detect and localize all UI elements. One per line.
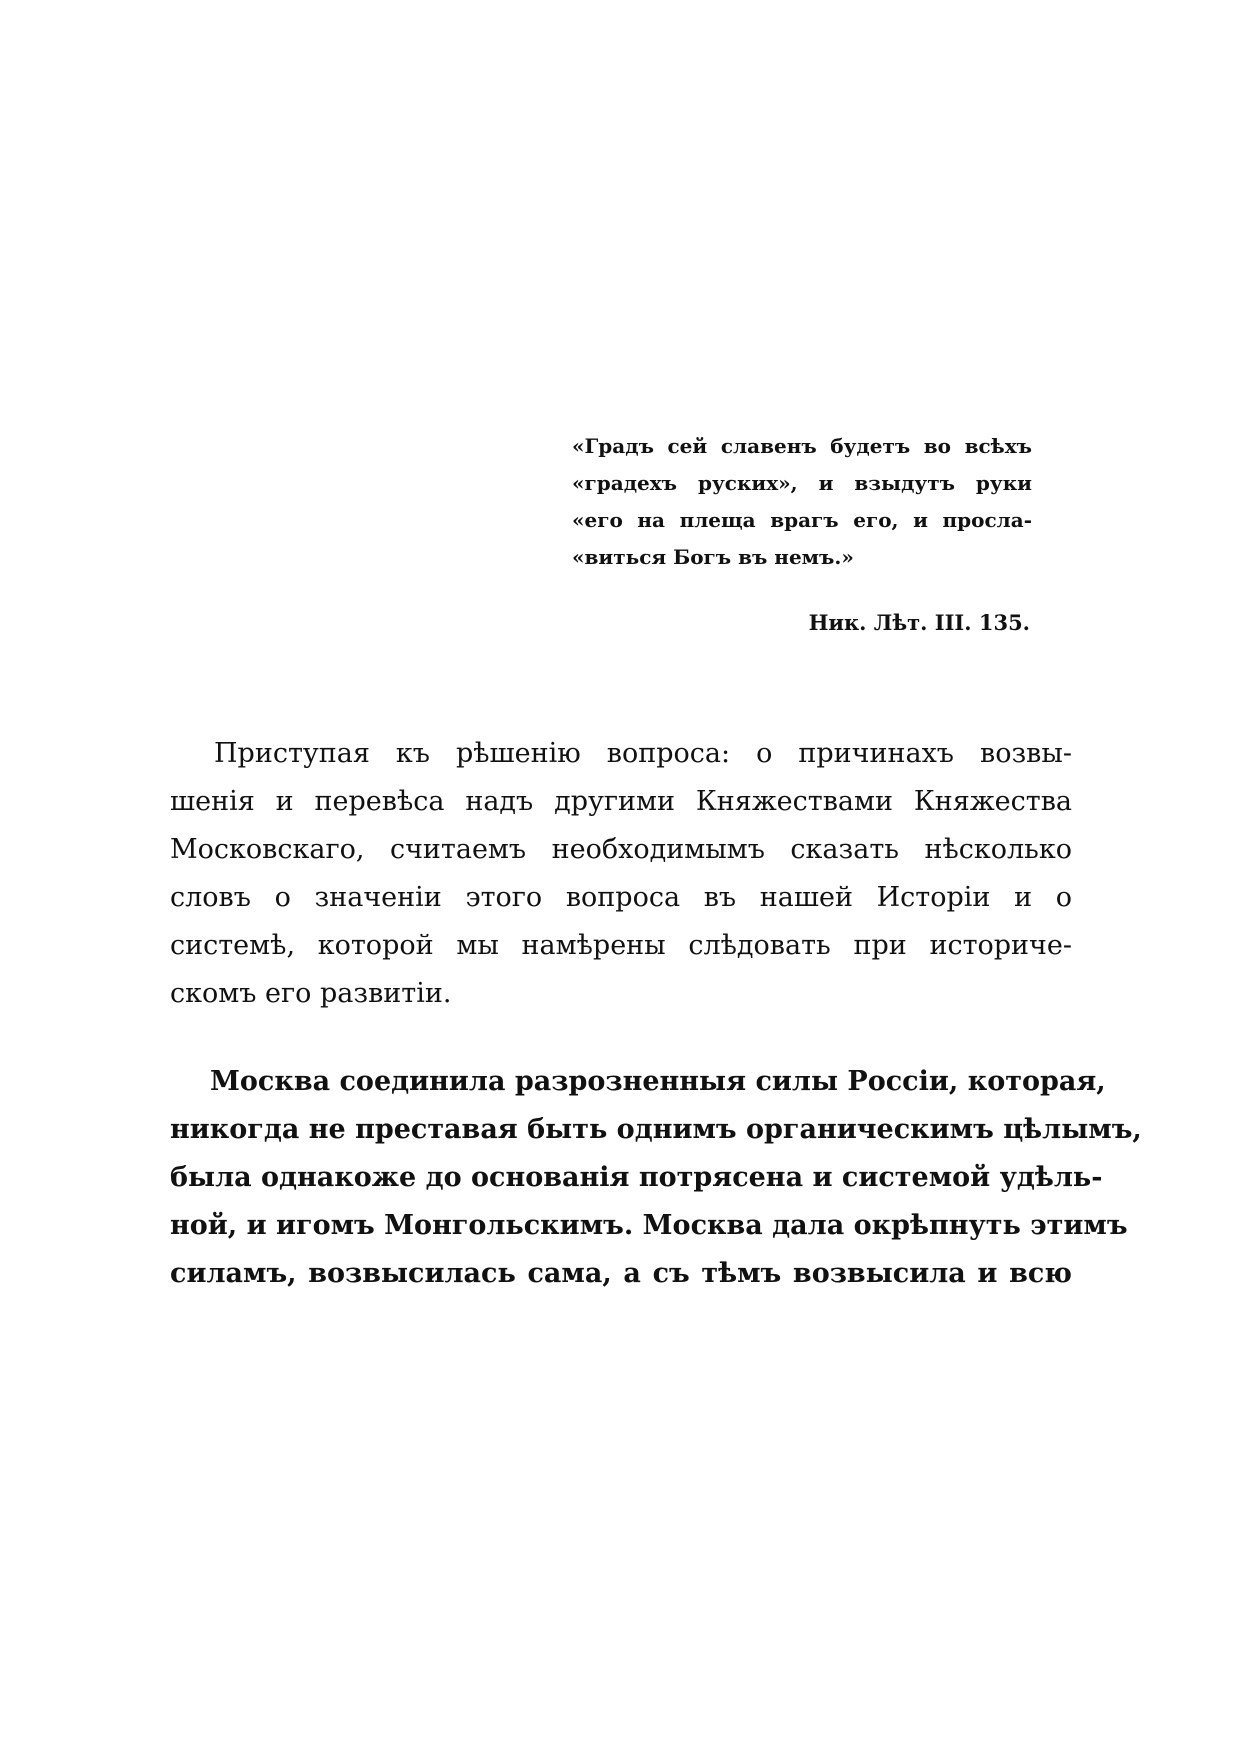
text-line: словъ о значеніи этого вопроса въ нашей Исторіи и о — [170, 882, 1072, 913]
text-line: скомъ его развитіи. — [170, 978, 452, 1009]
text-line: никогда не преставая быть однимъ органическимъ цѣлымъ, — [170, 1114, 1142, 1145]
text-line: Московскаго, считаемъ необходимымъ сказать нѣсколько — [170, 834, 1072, 865]
epigraph-citation: Ник. Лѣт. III. 135. — [808, 610, 1030, 635]
text-line: ной, и игомъ Монгольскимъ. Москва дала окрѣпнуть этимъ — [170, 1210, 1128, 1241]
text-line: была однакоже до основанія потрясена и системой удѣль- — [170, 1162, 1103, 1193]
epigraph-line: «градехъ руских», и взыдутъ руки — [572, 471, 1032, 495]
text-line: силамъ, возвысилась сама, а съ тѣмъ возвысила и всю — [170, 1258, 1072, 1289]
epigraph — [572, 428, 1032, 576]
epigraph-line: «виться Богъ въ немъ.» — [572, 545, 854, 569]
text-line: шенія и перевѣса надъ другими Княжествами Княжества — [170, 786, 1072, 817]
text-line: системѣ, которой мы намѣрены слѣдовать при историче- — [170, 930, 1072, 961]
epigraph-line: «его на плеща врагъ его, и просла- — [572, 508, 1032, 532]
paragraph-1 — [170, 730, 1072, 1018]
paragraph-2 — [170, 1058, 1142, 1298]
text-line: Москва соединила разрозненныя силы Россіи, которая, — [210, 1066, 1106, 1097]
epigraph-line: «Градъ сей славенъ будетъ во всѣхъ — [572, 434, 1032, 458]
text-line: Приступая къ рѣшенію вопроса: о причинахъ возвы- — [214, 738, 1072, 769]
